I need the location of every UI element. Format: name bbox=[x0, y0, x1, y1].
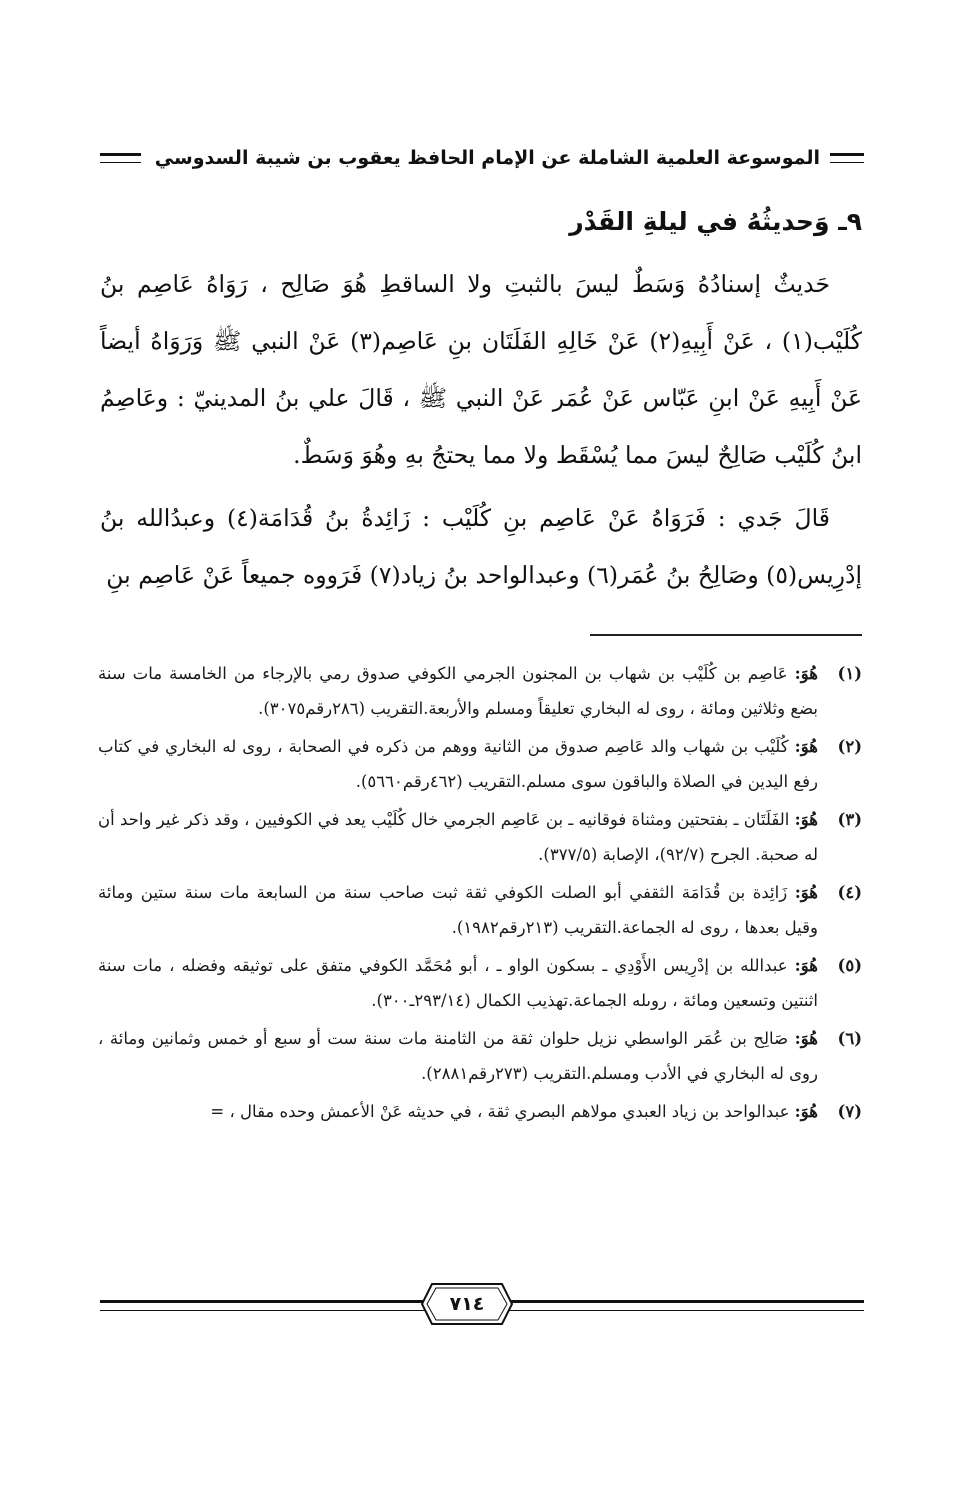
footnote-lead: هُوَ: bbox=[794, 1029, 818, 1048]
footnote-body: كُلَيْب بن شهاب والد عَاصِم صدوق من الثانية ووهم من ذكره في الصحابة ، روى له البخاري في كتاب رفع اليدين في الصلاة والباقون سوى مسلم.التقريب (٤٦٢رقم٥٦٦٠). bbox=[98, 737, 818, 791]
running-header bbox=[100, 140, 864, 176]
body-paragraph-1: حَديثٌ إسنادُهُ وَسَطٌ ليسَ بالثبتِ ولا الساقطِ هُوَ صَالِح ، رَوَاهُ عَاصِم بنُ كُلَيْب(١) ، عَنْ أَبِيهِ(٢) عَنْ خَالِهِ الفَلَتَان بنِ عَاصِم(٣) عَنْ النبي ﷺ وَرَوَاهُ أيضاً عَنْ أَبِيهِ عَنْ ابنِ عَبّاس عَنْ عُمَر عَنْ النبي ﷺ ، قَالَ علي بنُ المدينيّ : وعَاصِمُ ابنُ كُلَيْب صَالِحٌ ليسَ مما يُسْقَط ولا مما يحتجُ بهِ وهُوَ وَسَطٌ. bbox=[100, 270, 862, 469]
footnote-body: الفَلَتَان ـ بفتحتين ومثناة فوقانيه ـ بن عَاصِم الجرمي خال كُلَيْب يعد في الكوفيين ، وقد ذكر غير واحد أن له صحبة. الجرح (٩٢/٧)، الإصابة (٣٧٧/٥). bbox=[98, 810, 818, 864]
page-footer bbox=[100, 1282, 864, 1330]
page-number: ٧١٤ bbox=[449, 1293, 485, 1315]
page-number-badge bbox=[420, 1282, 514, 1326]
footnote-lead: هُوَ: bbox=[794, 883, 819, 902]
footnote-1 bbox=[98, 656, 862, 726]
footnote-lead: هُوَ: bbox=[794, 956, 818, 975]
footnote-body: عبدالواحد بن زياد العبدي مولاهم البصري ثقة ، في حديثه عَنْ الأعمش وحده مقال ، = bbox=[210, 1102, 790, 1121]
footnote-body: زَائِدة بن قُدَامَة الثقفي أبو الصلت الكوفي ثقة ثبت صاحب سنة من السابعة مات سنة ستين ومائة وقيل بعدها ، روى له الجماعة.التقريب (٢١٣رقم١٩٨٢). bbox=[98, 883, 818, 937]
footnote-number: (٧) bbox=[837, 1102, 862, 1121]
footnote-number: (٦) bbox=[837, 1029, 862, 1048]
footnote-lead: هُوَ: bbox=[794, 664, 818, 683]
header-rule-left bbox=[100, 153, 141, 163]
footnote-number: (١) bbox=[837, 664, 862, 683]
footnote-body: عبدالله بن إدْرِيس الأَوْدِي ـ بسكون الواو ـ ، أبو مُحَمَّد الكوفي متفق على توثيقه وفضله ، مات سنة اثنتين وتسعين ومائة ، روىله الجماعة.تهذيب الكمال (٢٩٣/١٤ـ٣٠٠). bbox=[98, 956, 818, 1010]
footnote-number: (٣) bbox=[837, 810, 862, 829]
footnote-2 bbox=[98, 729, 862, 799]
section-heading: ٩ـ وَحديثُهُ في ليلةِ القَدْر bbox=[569, 207, 862, 236]
footnote-5 bbox=[98, 948, 862, 1018]
header-title: الموسوعة العلمية الشاملة عن الإمام الحافظ يعقوب بن شيبة السدوسي bbox=[154, 147, 820, 169]
body-paragraph-2: قَالَ جَدي : فَرَوَاهُ عَنْ عَاصِم بنِ كُلَيْب : زَائِدةُ بنُ قُدَامَة(٤) وعبدُالله بنُ إدْرِيس(٥) وصَالِحُ بنُ عُمَر(٦) وعبدالواحد بنُ زياد(٧) فَرَووه جميعاً عَنْ عَاصِم بنِ bbox=[100, 504, 862, 589]
footnote-lead: هُوَ: bbox=[794, 1102, 818, 1121]
footnotes bbox=[98, 656, 862, 1132]
footnote-number: (٤) bbox=[837, 883, 862, 902]
footnote-number: (٢) bbox=[837, 737, 862, 756]
body-text bbox=[100, 256, 862, 604]
footnote-body: عَاصِم بن كُلَيْب بن شهاب بن المجنون الجرمي الكوفي صدوق رمي بالإرجاء من الخامسة مات سنة بضع وثلاثين ومائة ، روى له البخاري تعليقاً ومسلم والأربعة.التقريب (٢٨٦رقم٣٠٧٥). bbox=[98, 664, 818, 718]
footnote-6 bbox=[98, 1021, 862, 1091]
footnote-body: صَالِح بن عُمَر الواسطي نزيل حلوان ثقة من الثامنة مات سنة ست أو سبع أو خمس وثمانين ومائة ، روى له البخاري في الأدب ومسلم.التقريب (٢٧٣رقم٢٨٨١). bbox=[98, 1029, 818, 1083]
footnote-text bbox=[98, 1021, 818, 1091]
footnote-lead: هُوَ: bbox=[794, 810, 818, 829]
footnote-3 bbox=[98, 802, 862, 872]
footnote-text bbox=[98, 875, 818, 945]
header-rule-right bbox=[830, 153, 864, 163]
footnote-number: (٥) bbox=[837, 956, 862, 975]
footnote-text bbox=[98, 802, 818, 872]
footnote-7 bbox=[98, 1094, 862, 1129]
footnote-separator bbox=[590, 634, 862, 636]
footnote-text bbox=[98, 656, 818, 726]
footnote-lead: هُوَ: bbox=[794, 737, 818, 756]
footnote-text bbox=[98, 729, 818, 799]
footnote-text bbox=[98, 1094, 818, 1129]
footnote-4 bbox=[98, 875, 862, 945]
footnote-text bbox=[98, 948, 818, 1018]
